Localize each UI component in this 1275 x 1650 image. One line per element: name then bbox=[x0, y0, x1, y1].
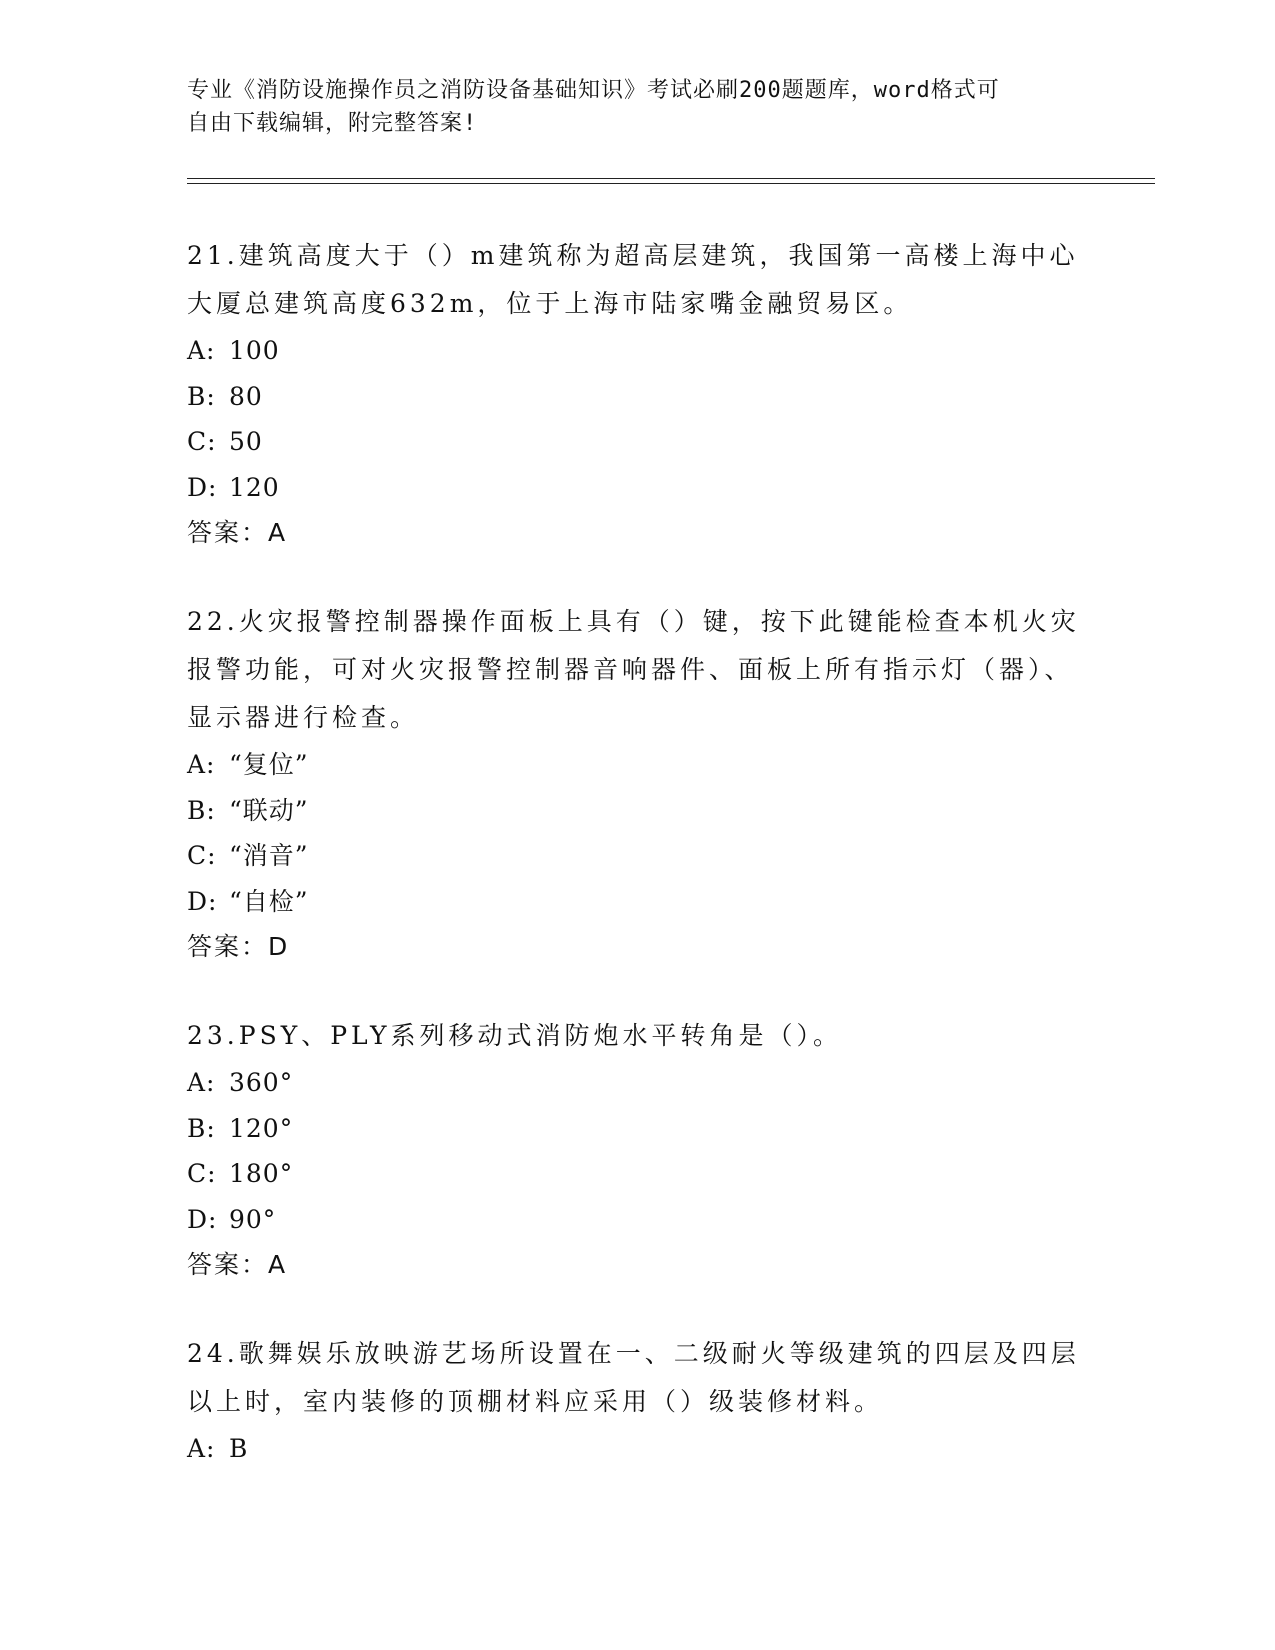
option-key: B: bbox=[187, 1113, 216, 1143]
option-text: 80 bbox=[229, 381, 263, 411]
option-text: B bbox=[229, 1434, 249, 1463]
header-divider-bottom bbox=[187, 183, 1155, 184]
option-a bbox=[187, 1426, 1087, 1472]
option-c bbox=[187, 833, 1087, 879]
option-text: 360° bbox=[229, 1068, 294, 1097]
option-b bbox=[187, 788, 1087, 834]
answer-line: 答案：A bbox=[187, 1250, 288, 1279]
header-line-2: 自由下载编辑，附完整答案! bbox=[187, 111, 478, 136]
question-21 bbox=[187, 232, 1087, 556]
option-c bbox=[187, 419, 1087, 465]
option-text: “复位” bbox=[229, 750, 309, 779]
option-d bbox=[187, 879, 1087, 925]
option-text: 120 bbox=[229, 472, 280, 502]
option-text: “消音” bbox=[229, 841, 309, 870]
question-23 bbox=[187, 1012, 1087, 1288]
question-24 bbox=[187, 1330, 1087, 1472]
option-d bbox=[187, 465, 1087, 511]
option-key: C: bbox=[187, 841, 217, 870]
header-line-1: 专业《消防设施操作员之消防设备基础知识》考试必刷200题题库，word格式可 bbox=[187, 78, 1000, 103]
option-key: D: bbox=[187, 886, 218, 916]
question-stem: 22.火灾报警控制器操作面板上具有（）键，按下此键能检查本机火灾报警功能，可对火灾报警控制器音响器件、面板上所有指示灯（器）、显示器进行检查。 bbox=[187, 607, 1080, 732]
option-key: D: bbox=[187, 1204, 218, 1234]
option-text: 50 bbox=[229, 427, 263, 456]
option-text: 90° bbox=[229, 1204, 277, 1234]
question-stem: 23.PSY、PLY系列移动式消防炮水平转角是（）。 bbox=[187, 1021, 843, 1050]
answer-line: 答案：D bbox=[187, 932, 290, 961]
option-text: 100 bbox=[229, 336, 280, 365]
option-key: C: bbox=[187, 1159, 217, 1188]
option-key: C: bbox=[187, 427, 217, 456]
option-key: B: bbox=[187, 381, 216, 411]
option-d bbox=[187, 1197, 1087, 1243]
answer-line: 答案：A bbox=[187, 518, 288, 547]
option-key: A: bbox=[187, 750, 216, 779]
question-22 bbox=[187, 598, 1087, 970]
option-key: B: bbox=[187, 795, 216, 825]
question-list bbox=[187, 232, 1087, 1514]
option-text: 180° bbox=[229, 1159, 294, 1188]
option-key: A: bbox=[187, 1434, 216, 1463]
option-key: D: bbox=[187, 472, 218, 502]
question-stem: 21.建筑高度大于（）m建筑称为超高层建筑，我国第一高楼上海中心大厦总建筑高度632m，位于上海市陆家嘴金融贸易区。 bbox=[187, 241, 1079, 318]
header-divider-top bbox=[187, 178, 1155, 179]
option-a bbox=[187, 328, 1087, 374]
question-stem: 24.歌舞娱乐放映游艺场所设置在一、二级耐火等级建筑的四层及四层以上时，室内装修的顶棚材料应采用（）级装修材料。 bbox=[187, 1339, 1080, 1416]
option-a bbox=[187, 742, 1087, 788]
option-text: 120° bbox=[229, 1113, 294, 1143]
option-key: A: bbox=[187, 336, 216, 365]
document-header bbox=[187, 74, 1067, 140]
option-text: “联动” bbox=[229, 795, 309, 825]
option-a bbox=[187, 1060, 1087, 1106]
option-text: “自检” bbox=[229, 886, 309, 916]
option-b bbox=[187, 374, 1087, 420]
option-b bbox=[187, 1106, 1087, 1152]
option-c bbox=[187, 1151, 1087, 1197]
option-key: A: bbox=[187, 1068, 216, 1097]
